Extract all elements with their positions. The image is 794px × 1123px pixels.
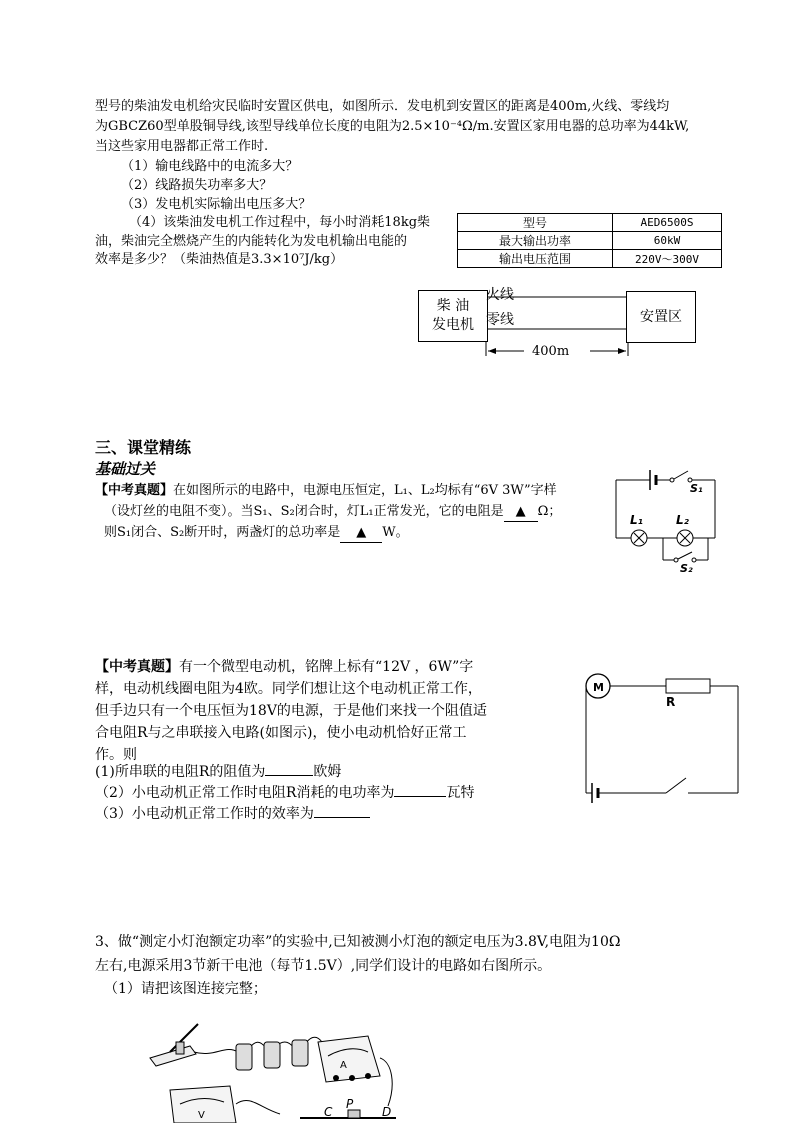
- distance-label: 400m: [532, 344, 570, 359]
- terminal-p-label: P: [346, 1097, 354, 1111]
- voltmeter-label: V: [198, 1110, 205, 1121]
- problem2-q2-blank[interactable]: [394, 796, 446, 797]
- problem1-tag: 【中考真题】: [95, 483, 174, 498]
- problem2-q1-blank[interactable]: [265, 775, 313, 776]
- problem1-line-3: [104, 524, 409, 543]
- live-wire-label: 火线: [486, 287, 514, 303]
- generator-intro-line-2: 为GBCZ60型单股铜导线,该型导线单位长度的电阻为2.5×10⁻⁴Ω/m.安置区家用电器的总功率为44kW,: [95, 119, 690, 134]
- switch-s1-pivot: [670, 478, 674, 482]
- problem2-line-3: 但手边只有一个电压恒为18V的电源，于是他们来找一个阻值适: [95, 703, 487, 719]
- knife-switch-post: [176, 1042, 184, 1054]
- spec-key: 输出电压范围: [458, 250, 613, 268]
- battery-cell-3: [292, 1040, 308, 1066]
- problem3-line-1: 3、做“测定小灯泡额定功率”的实验中,已知被测小灯泡的额定电压为3.8V,电阻为10Ω: [95, 934, 621, 950]
- problem1-line-2: [104, 503, 561, 522]
- arrowhead-left: [488, 348, 496, 354]
- problem1-text-1: 在如图所示的电路中，电源电压恒定，L₁、L₂均标有“6V 3W”字样: [173, 483, 557, 498]
- table-row: [458, 232, 722, 250]
- switch-s2-blade: [678, 552, 692, 559]
- spec-value: 220V～300V: [613, 250, 722, 268]
- problem1-text-3: Ω；: [537, 504, 562, 519]
- problem3-question-1: （1）请把该图连接完整；: [104, 981, 267, 997]
- problem1-blank-1[interactable]: ▲: [504, 503, 538, 522]
- motor-label: M: [593, 681, 604, 694]
- problem1-text-2: （设灯丝的电阻不变）。当S₁、S₂闭合时，灯L₁正常发光，它的电阻是: [104, 504, 504, 519]
- arrowhead-right: [618, 348, 626, 354]
- resistor-label: R: [666, 695, 676, 709]
- generator-question-3: （3）发电机实际输出电压多大？: [121, 197, 312, 212]
- destination-box: 安置区: [626, 291, 696, 343]
- ammeter-label: A: [340, 1060, 347, 1071]
- table-row: [458, 214, 722, 232]
- problem2-q2-unit: 瓦特: [446, 785, 475, 801]
- problem3-apparatus: [140, 1018, 420, 1123]
- problem2-q1-text: (1)所串联的电阻R的阻值为: [95, 764, 266, 780]
- l1-label: L₁: [630, 513, 643, 527]
- generator-question-4-line-3: 效率是多少？（柴油热值是3.3×10⁷J/kg）: [95, 252, 344, 267]
- problem2-line-4: 合电阻R与之串联接入电路(如图示)，使小电动机恰好正常工: [95, 725, 467, 741]
- section-subtitle: 基础过关: [95, 460, 156, 478]
- terminal-c-label: C: [324, 1105, 333, 1119]
- terminal-d-label: D: [382, 1105, 392, 1119]
- switch-blade: [666, 778, 686, 793]
- neutral-wire-label: 零线: [486, 312, 514, 328]
- s2-label: S₂: [680, 562, 693, 575]
- problem2-circuit: [578, 668, 748, 808]
- spec-value: AED6500S: [613, 214, 722, 232]
- problem1-text-4: 则S₁闭合、S₂断开时，两盏灯的总功率是: [104, 525, 341, 540]
- ammeter-terminal: [365, 1073, 371, 1079]
- rheostat-slider: [348, 1110, 360, 1118]
- problem2-line-1: [95, 657, 473, 677]
- wire: [380, 1058, 392, 1106]
- ammeter-terminal: [333, 1075, 339, 1081]
- generator-box: 柴 油 发电机: [418, 290, 488, 342]
- problem1-text-5: W。: [382, 525, 409, 540]
- problem1-blank-2[interactable]: ▲: [340, 524, 382, 543]
- battery-cell-1: [236, 1044, 252, 1070]
- problem2-q1-unit: 欧姆: [313, 764, 342, 780]
- ammeter-terminal: [349, 1075, 355, 1081]
- problem2-question-1: [95, 762, 341, 782]
- battery-cell-2: [264, 1042, 280, 1068]
- problem1-circuit: [608, 466, 723, 578]
- generator-question-4-line-1: （4）该柴油发电机工作过程中，每小时消耗18kg柴: [129, 215, 431, 230]
- switch-s2-pivot: [674, 558, 678, 562]
- spec-value: 60kW: [613, 232, 722, 250]
- switch-s1-blade: [674, 471, 688, 479]
- problem2-text-1: 有一个微型电动机，铭牌上标有“12V ，6W”字: [179, 659, 474, 675]
- resistor-r: [666, 679, 710, 693]
- problem2-q3-blank[interactable]: [314, 817, 370, 818]
- problem2-q3-text: （3）小电动机正常工作时的效率为: [95, 806, 314, 822]
- section-title: 三、课堂精练: [95, 438, 192, 457]
- generator-spec-table: [457, 213, 722, 268]
- generator-intro-line-1: 型号的柴油发电机给灾民临时安置区供电，如图所示．发电机到安置区的距离是400m,火线、零线均: [95, 99, 670, 114]
- generator-question-2: （2）线路损失功率多大？: [121, 178, 273, 193]
- spec-key: 最大输出功率: [458, 232, 613, 250]
- wire: [236, 1101, 280, 1115]
- l2-label: L₂: [676, 513, 689, 527]
- problem3-line-2: 左右,电源采用3节新干电池（每节1.5V）,同学们设计的电路如右图所示。: [95, 958, 552, 974]
- wire: [194, 1049, 238, 1053]
- problem2-tag: 【中考真题】: [95, 659, 179, 675]
- problem2-line-5: 作。则: [95, 747, 137, 763]
- spec-key: 型号: [458, 214, 613, 232]
- problem2-question-2: [95, 783, 474, 803]
- problem1-line-1: [95, 482, 557, 500]
- problem2-question-3: [95, 804, 370, 824]
- generator-intro-line-3: 当这些家用电器都正常工作时.: [95, 139, 269, 154]
- generator-question-1: （1）输电线路中的电流多大？: [121, 159, 299, 174]
- generator-question-4-line-2: 油，柴油完全燃烧产生的内能转化为发电机输出电能的: [95, 234, 408, 249]
- s1-label: S₁: [690, 482, 703, 495]
- problem2-line-2: 样，电动机线圈电阻为4欧。同学们想让这个电动机正常工作，: [95, 681, 482, 697]
- table-row: [458, 250, 722, 268]
- problem2-q2-text: （2）小电动机正常工作时电阻R消耗的电功率为: [95, 785, 395, 801]
